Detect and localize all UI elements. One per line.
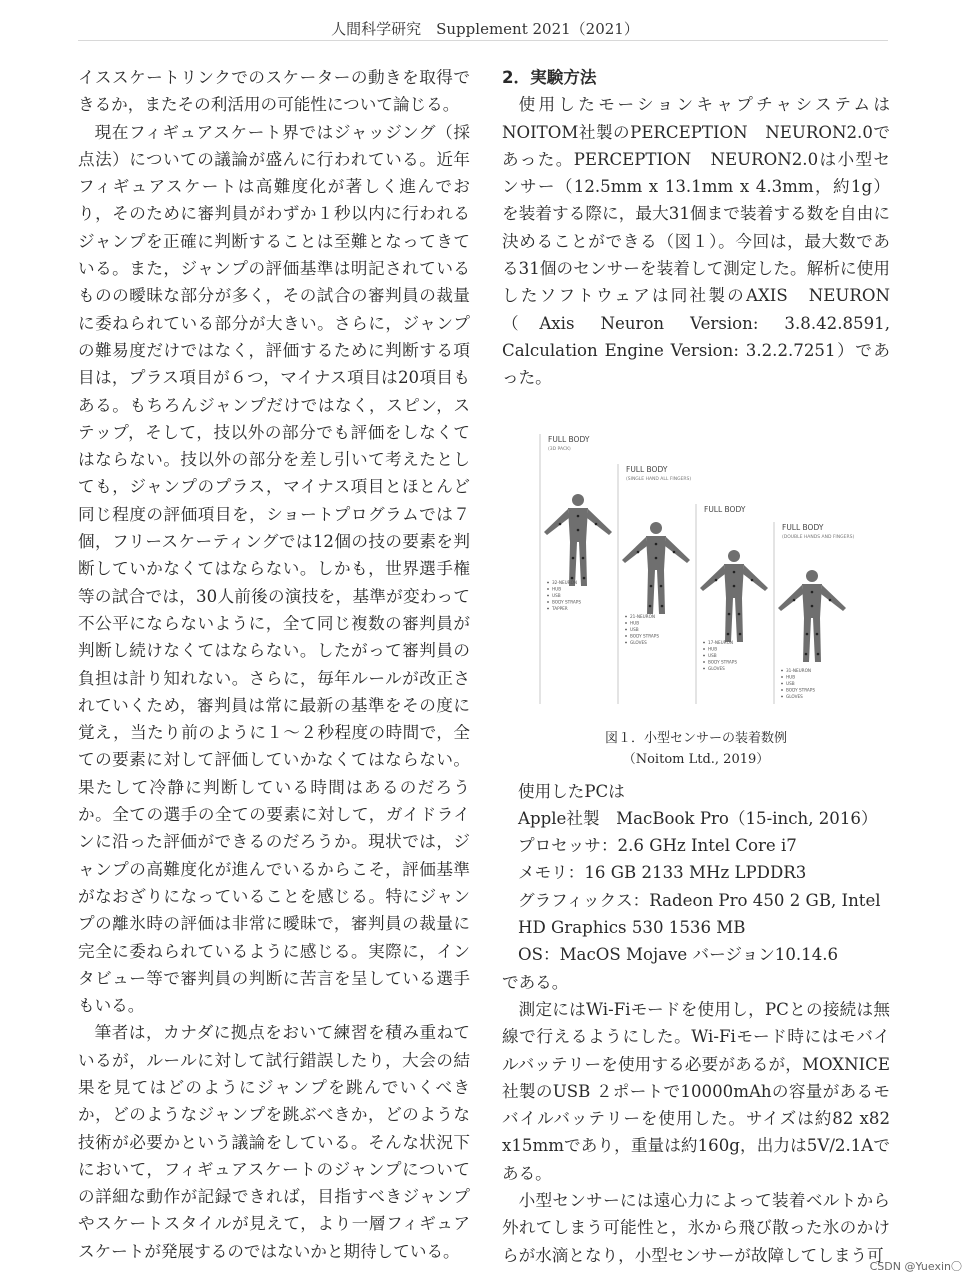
list-bullet	[625, 641, 627, 643]
figure-1	[502, 404, 890, 767]
panel-title: FULL BODY	[626, 464, 668, 474]
list-bullet	[703, 648, 705, 650]
list-bullet	[703, 641, 705, 643]
panel-list-item: TAPPER	[552, 605, 568, 611]
panel-list-item: GLOVES	[708, 665, 725, 671]
right-column	[502, 64, 890, 1269]
right-paragraph-sensor: 小型センサーには遠心力によって装着ベルトから外れてしまう可能性と，氷から飛び散った氷のかけらが水滴となり，小型センサーが故障してしまう可	[502, 1191, 890, 1265]
list-bullet	[547, 601, 549, 603]
pc-model: Apple社製 MacBook Pro（15-inch, 2016）	[518, 808, 878, 828]
panel-list-item: HUB	[786, 674, 796, 680]
sensor-dot	[655, 556, 658, 559]
sensor-dot	[559, 522, 562, 525]
list-bullet	[703, 661, 705, 663]
list-bullet	[703, 667, 705, 669]
sensor-dot	[733, 584, 736, 587]
sensor-dot	[660, 584, 663, 587]
left-paragraph-1: イススケートリンクでのスケーターの動きを取得できるか，またその利活用の可能性について論じる。	[78, 68, 470, 115]
list-bullet	[781, 695, 783, 697]
list-bullet	[547, 594, 549, 596]
list-bullet	[625, 622, 627, 624]
panel-list-item: 32-NEURON	[552, 579, 578, 585]
sensor-dot	[793, 598, 796, 601]
panel-subtitle: (SINGLE HAND ALL FINGERS)	[626, 476, 692, 482]
list-bullet	[703, 654, 705, 656]
sensor-dot	[577, 514, 580, 517]
pc-graphics-line2: HD Graphics 530 1536 MB	[518, 918, 746, 938]
pc-spec-list	[502, 778, 890, 969]
list-bullet	[781, 669, 783, 671]
list-bullet	[547, 581, 549, 583]
panel-list-item: GLOVES	[630, 639, 647, 645]
panel-title: FULL BODY	[782, 522, 824, 532]
panel-list-item: USB	[786, 680, 795, 686]
figure-caption	[502, 728, 890, 770]
list-bullet	[547, 588, 549, 590]
sensor-dot	[572, 556, 575, 559]
panel-title: FULL BODY	[548, 434, 590, 444]
left-paragraph-3: 筆者は，カナダに拠点をおいて練習を積み重ねているが，ルールに対して試行錯誤したり，大会の結果を見てはどのようにジャンプを跳んでいくべきか，どのようなジャンプを跳ぶべきか，どのような技術が必要かという議論をしている。そんな状況下において，フィギュアスケートのジャンプについての詳細な動作が記録できれば，目指すべきジャンプやスケートスタイルが見えて，より一層フィギュアスケートが発展するのではないかと期待している。	[78, 1023, 470, 1261]
sensor-dot	[751, 578, 754, 581]
panel-list-item: 21-NEURON	[630, 613, 656, 619]
panel-list-item: 31-NEURON	[786, 667, 812, 673]
sensor-dot	[650, 584, 653, 587]
sensor-dot	[738, 612, 741, 615]
sensor-dot	[637, 550, 640, 553]
list-bullet	[781, 689, 783, 691]
method-paragraph: 使用したモーションキャプチャシステムはNOITOM社製のPERCEPTION NEURON2.0であった。PERCEPTION NEURON2.0は小型センサー（12.5mm x 13.1mm x 4.3mm，約1g）を装着する際に，最大31個まで装着する数を自由に決めることができる（図１）。今回は，最大数である31個のセンサーを装着して測定した。解析に使用したソフトウェアは同社製のAXIS NEURON（Axis Neuron Version: 3.8.42.8591, Calculation Engine Version: 3.2.2.7251）であった。	[502, 95, 891, 388]
sensor-dot	[583, 576, 586, 579]
sensor-dot	[816, 632, 819, 635]
figure-caption-title: 図１．小型センサーの装着数例	[604, 730, 787, 746]
pc-graphics-line1: グラフィックス：Radeon Pro 450 2 GB, Intel	[518, 890, 881, 910]
sensor-dot	[829, 598, 832, 601]
sensor-dot	[811, 590, 814, 593]
pc-memory: メモリ：16 GB 2133 MHz LPDDR3	[518, 863, 807, 883]
panel-list-item: USB	[552, 592, 561, 598]
list-bullet	[625, 615, 627, 617]
list-bullet	[625, 635, 627, 637]
sensor-dot	[811, 604, 814, 607]
sensor-dot	[817, 652, 820, 655]
panel-list-item: USB	[708, 652, 717, 658]
panel-title: FULL BODY	[704, 504, 746, 514]
left-paragraph-2: 現在フィギュアスケート界ではジャッジング（採点法）についての議論が盛んに行われている。近年フィギュアスケートは高難度化が著しく進んでおり，そのために審判員がわずか１秒以内に行われるジャンプを正確に判断することは至難となってきている。また，ジャンプの評価基準は明記されているものの曖昧な部分が多く，その試合の審判員の裁量に委ねられている部分が大きい。さらに，ジャンプの難易度だけではなく，評価するために判断する項目は，プラス項目が６つ，マイナス項目は20項目もある。もちろんジャンプだけではなく，スピン，ステップ，そして，技以外の部分でも評価をしなくてはならない。技以外の部分を差し引いて考えたとしても，ジャンプのプラス，マイナス項目とほとんど同じ程度の評価項目を，ショートプログラムでは７個，フリースケーティングでは12個の技の要素を判断していかなくてはならない。しかも，世界選手権等の試合では，30人前後の演技を，基準が変わって不公平にならないように，全て同じ複数の審判員が判断し続けなくてはならない。したがって審判員の負担は計り知れない。さらに，毎年ルールが改正されていくため，審判員は常に最新の基準をその度に覚え，当たり前のように１～２秒程度の時間で，全ての要素に対して評価していかなくてはならない。果たして冷静に判断している時間はあるのだろうか。全ての選手の全ての要素に対して，ガイドラインに沿った評価ができるのだろうか。現状では，ジャンプの高難度化が進んでいるからこそ，評価基準がなおざりになっていることを感じる。特にジャンプの離氷時の評価は非常に曖昧で，審判員の裁量に完全に委ねられているように感じる。実際に，インタビュー等で審判員の判断に苦言を呈している選手もいる。	[78, 122, 470, 1016]
panel-list-item: HUB	[708, 646, 718, 652]
list-bullet	[781, 682, 783, 684]
sensor-dot	[805, 652, 808, 655]
pc-heading: 使用したPCは	[518, 781, 625, 801]
sensor-dot	[661, 604, 664, 607]
right-paragraph-wifi: 測定にはWi-Fiモードを使用し，PCとの接続は無線で行えるようにした。Wi-Fiモード時にはモバイルバッテリーを使用する必要があるが，MOXNICE社製のUSB ２ポートで10000mAhの容量があるモバイルバッテリーを使用した。サイズは約82 x82 x15mmであり，重量は約160g，出力は5V/2.1Aである。	[502, 999, 890, 1183]
header-rule	[78, 40, 888, 41]
watermark: CSDN @Yuexin〇	[869, 1260, 962, 1273]
panel-list-item: BODY STRAPS	[786, 687, 815, 693]
sensor-dot	[673, 550, 676, 553]
section-title: 2．実験方法	[502, 68, 597, 87]
panel-list-item: HUB	[630, 620, 640, 626]
panel-list-item: BODY STRAPS	[630, 633, 659, 639]
left-column	[78, 64, 470, 1265]
sensor-dot	[806, 632, 809, 635]
pc-os: OS：MacOS Mojave バージョン10.14.6	[518, 945, 839, 965]
panel-list-item: HUB	[552, 586, 562, 592]
sensor-dot	[728, 612, 731, 615]
panel-subtitle: (3D PACK)	[548, 446, 571, 452]
sensor-dot	[727, 632, 730, 635]
panel-list-item: BODY STRAPS	[708, 659, 737, 665]
panel-list-item: USB	[630, 626, 639, 632]
pc-processor: プロセッサ：2.6 GHz Intel Core i7	[518, 836, 797, 856]
sensor-dot	[649, 604, 652, 607]
panel-list-item: 17-NEURON	[708, 639, 734, 645]
sensor-dot	[733, 570, 736, 573]
sensor-dot	[739, 632, 742, 635]
panel-subtitle: (DOUBLE HANDS AND FINGERS)	[782, 534, 855, 540]
sensor-dot	[715, 578, 718, 581]
sensor-dot	[571, 576, 574, 579]
pc-closing: である。	[502, 972, 569, 992]
panel-list-item: BODY STRAPS	[552, 599, 581, 605]
figure-caption-source: （Noitom Ltd., 2019）	[622, 751, 770, 767]
sensor-dot	[577, 528, 580, 531]
list-bullet	[547, 607, 549, 609]
sensor-dot	[595, 522, 598, 525]
sensor-dot	[582, 556, 585, 559]
panel-list-item: GLOVES	[786, 693, 803, 699]
list-bullet	[781, 676, 783, 678]
sensor-dot	[655, 542, 658, 545]
list-bullet	[625, 628, 627, 630]
sensor-figure-image	[536, 404, 856, 720]
running-header: 人間科学研究 Supplement 2021（2021）	[331, 20, 639, 38]
